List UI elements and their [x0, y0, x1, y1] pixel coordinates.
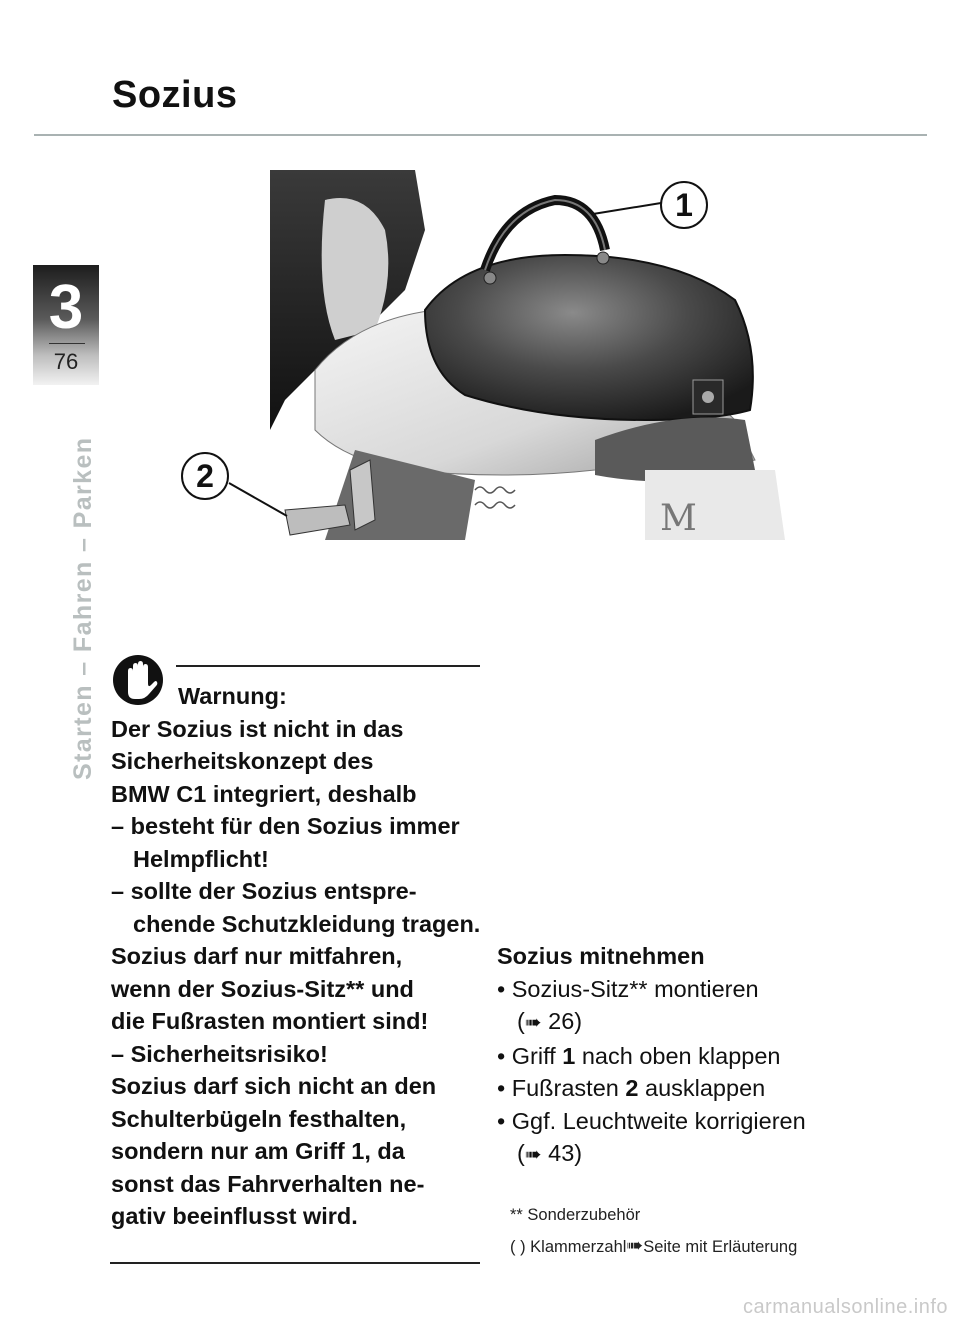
warning-line: Der Sozius ist nicht in das	[111, 715, 404, 742]
step-callout-number: 1	[562, 1042, 576, 1069]
title-rule	[34, 134, 927, 136]
page-reference-number: 43)	[548, 1140, 583, 1166]
steps-section	[497, 940, 917, 1172]
warning-block	[111, 680, 483, 1233]
page-reference-number: 26)	[548, 1008, 583, 1034]
footnote-accessory: ** Sonderzubehör	[510, 1206, 641, 1224]
warning-rule-top	[176, 665, 480, 667]
warning-line: wenn der Sozius-Sitz** und	[111, 975, 414, 1002]
warning-line: Sozius darf sich nicht an den	[111, 1073, 437, 1099]
steps-heading: Sozius mitnehmen	[497, 943, 705, 969]
arrow-right-icon: ➠	[524, 1012, 542, 1034]
scooter-seat-photo	[175, 170, 815, 550]
list-item	[497, 1072, 917, 1105]
chapter-caption-text: Starten – Fahren – Parken	[69, 436, 97, 780]
arrow-right-icon: ➠	[626, 1235, 644, 1257]
list-item	[497, 1105, 917, 1172]
page-reference: (➠ 26)	[517, 1008, 583, 1034]
warning-line: – Sicherheitsrisiko!	[111, 1040, 328, 1067]
footnotes	[510, 1200, 930, 1263]
warning-line: die Fußrasten montiert sind!	[111, 1008, 429, 1034]
warning-line: BMW C1 integriert, deshalb	[111, 780, 417, 807]
warning-line: sondern nur am Griff 1, da	[111, 1138, 405, 1164]
footnote-text: Seite mit Erläuterung	[643, 1238, 798, 1256]
step-text: ausklappen	[638, 1075, 766, 1101]
footnote-reference	[510, 1231, 930, 1263]
chapter-rule	[49, 343, 85, 344]
svg-text:M: M	[660, 498, 697, 539]
step-text: • Griff	[497, 1042, 563, 1069]
list-item	[497, 973, 917, 1040]
list-item	[497, 1040, 917, 1073]
page-reference: (➠ 43)	[517, 1140, 583, 1166]
footnote-text: ( ) Klammerzahl	[510, 1238, 627, 1256]
steps-list	[497, 973, 917, 1172]
warning-line: Schulterbügeln festhalten,	[111, 1105, 407, 1132]
step-text: • Fußrasten	[497, 1075, 626, 1101]
step-text: • Sozius-Sitz** montieren	[497, 975, 759, 1002]
step-text: • Ggf. Leuchtweite korrigieren	[497, 1107, 806, 1134]
page-title: Sozius	[112, 74, 238, 116]
page-number: 76	[53, 349, 79, 374]
warning-line: Sicherheitskonzept des	[111, 748, 374, 774]
warning-rule-bottom	[110, 1262, 480, 1264]
chapter-tab	[33, 265, 99, 385]
step-callout-number: 2	[625, 1075, 639, 1101]
step-text: nach oben klappen	[575, 1042, 781, 1069]
callout-2: 2	[196, 458, 214, 494]
callout-1: 1	[675, 187, 693, 223]
warning-line: sonst das Fahrverhalten ne-	[111, 1170, 425, 1197]
warning-line: Sozius darf nur mitfahren,	[111, 943, 403, 969]
warning-dash-item: – sollte der Sozius entspre-chende Schutzkleidung tragen.	[111, 878, 481, 937]
watermark: carmanualsonline.info	[742, 1296, 948, 1318]
warning-label: Warnung:	[178, 683, 287, 709]
arrow-right-icon: ➠	[524, 1144, 542, 1166]
chapter-number: 3	[48, 273, 84, 342]
warning-line: gativ beeinflusst wird.	[111, 1203, 358, 1229]
warning-dash-item: – besteht für den Sozius immer Helmpflicht!	[111, 813, 460, 872]
